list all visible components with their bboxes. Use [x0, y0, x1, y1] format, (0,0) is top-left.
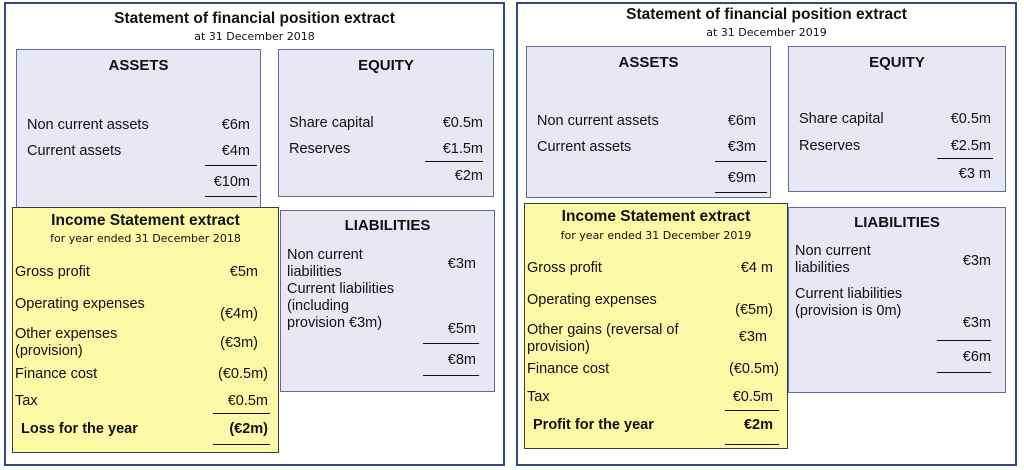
- liabilities-row-value: €3m: [447, 256, 476, 272]
- liabilities-row-value: €3m: [962, 253, 991, 269]
- total-rule: [423, 343, 479, 344]
- income-title: Income Statement extract: [561, 208, 751, 225]
- assets-row-label: Non current assets: [27, 117, 149, 133]
- income-row-label: Tax: [15, 393, 38, 409]
- total-rule: [715, 192, 767, 193]
- equity-row-label: Reserves: [289, 141, 351, 157]
- income-row-value: €5m: [229, 264, 258, 280]
- income-row-value: €0.5m: [227, 393, 268, 409]
- assets-row-label: Current assets: [27, 143, 122, 159]
- liabilities-box: [788, 207, 1006, 393]
- assets-title: ASSETS: [618, 54, 679, 71]
- income-row-value: (€3m): [220, 335, 258, 351]
- liabilities-row-label: Non current liabilities: [287, 247, 363, 280]
- income-result-label: Profit for the year: [533, 417, 654, 433]
- income-row-value: €0.5m: [732, 389, 773, 405]
- panel-subtitle: at 31 December 2019: [706, 26, 827, 39]
- equity-row-label: Share capital: [799, 111, 884, 127]
- liabilities-row-label: Current liabilities (including provision €3m): [287, 281, 395, 331]
- income-row-value: (€4m): [220, 306, 258, 322]
- panel-title: Statement of financial position extract: [626, 6, 907, 23]
- equity-total: €2m: [454, 168, 483, 184]
- income-row-label: Other gains (reversal of provision): [527, 322, 679, 355]
- assets-total: €9m: [727, 170, 756, 186]
- income-statement-box: [524, 203, 788, 449]
- income-result-value: €2m: [743, 417, 773, 433]
- liabilities-title: LIABILITIES: [344, 217, 431, 234]
- total-rule: [423, 375, 479, 376]
- assets-box: [526, 46, 771, 198]
- assets-row-value: €3m: [727, 139, 756, 155]
- total-rule: [937, 340, 991, 341]
- equity-row-value: €1.5m: [442, 141, 483, 157]
- assets-row-value: €4m: [221, 143, 250, 159]
- income-row-value: (€0.5m): [729, 361, 779, 377]
- income-row-label: Operating expenses: [527, 292, 657, 308]
- panel-title: Statement of financial position extract: [114, 10, 395, 27]
- equity-row-label: Share capital: [289, 115, 374, 131]
- income-row-label: Gross profit: [527, 260, 602, 276]
- assets-row-value: €6m: [221, 117, 250, 133]
- income-row-value: €4 m: [740, 260, 773, 276]
- equity-row-value: €2.5m: [950, 138, 991, 154]
- liabilities-row-value: €5m: [447, 321, 476, 337]
- income-row-label: Other expenses (provision): [15, 326, 118, 359]
- equity-total: €3 m: [958, 166, 991, 182]
- total-rule: [425, 161, 483, 162]
- assets-box: [16, 49, 261, 209]
- liabilities-total: €8m: [447, 352, 476, 368]
- total-rule: [205, 165, 257, 166]
- income-row-value: (€5m): [735, 302, 773, 318]
- income-result-value: (€2m): [229, 421, 268, 437]
- liabilities-row-label: Current liabilities (provision is 0m): [795, 286, 903, 319]
- total-rule: [937, 372, 991, 373]
- total-rule: [725, 410, 779, 411]
- liabilities-row-value: €3m: [962, 315, 991, 331]
- equity-box: [278, 49, 494, 197]
- equity-title: EQUITY: [869, 54, 925, 71]
- income-row-label: Finance cost: [527, 361, 610, 377]
- total-rule: [213, 413, 270, 414]
- income-row-label: Operating expenses: [15, 296, 145, 312]
- income-row-label: Gross profit: [15, 264, 90, 280]
- assets-total: €10m: [213, 174, 250, 190]
- assets-row-value: €6m: [727, 113, 756, 129]
- income-result-label: Loss for the year: [21, 421, 138, 437]
- panel-subtitle: at 31 December 2018: [194, 30, 315, 43]
- assets-title: ASSETS: [108, 57, 169, 74]
- assets-row-label: Non current assets: [537, 113, 659, 129]
- income-subtitle: for year ended 31 December 2019: [560, 229, 752, 242]
- total-rule: [937, 158, 993, 159]
- equity-row-value: €0.5m: [442, 115, 483, 131]
- assets-row-label: Current assets: [537, 139, 632, 155]
- liabilities-row-label: Non current liabilities: [795, 243, 871, 276]
- total-rule: [205, 196, 257, 197]
- income-row-label: Finance cost: [15, 366, 98, 382]
- total-rule: [725, 444, 779, 445]
- income-subtitle: for year ended 31 December 2018: [50, 232, 241, 245]
- total-rule: [213, 444, 270, 445]
- liabilities-box: [280, 210, 495, 392]
- equity-box: [788, 46, 1006, 192]
- statement-panel-2018: [4, 2, 505, 466]
- income-title: Income Statement extract: [51, 212, 240, 229]
- income-row-value: (€0.5m): [218, 366, 268, 382]
- equity-title: EQUITY: [358, 57, 414, 74]
- equity-row-value: €0.5m: [950, 111, 991, 127]
- income-row-label: Tax: [527, 389, 550, 405]
- income-statement-box: [12, 207, 279, 453]
- equity-row-label: Reserves: [799, 138, 861, 154]
- liabilities-title: LIABILITIES: [854, 214, 940, 231]
- income-row-value: €3m: [738, 329, 767, 345]
- total-rule: [715, 161, 767, 162]
- liabilities-total: €6m: [962, 349, 991, 365]
- statement-panel-2019: [516, 2, 1017, 466]
